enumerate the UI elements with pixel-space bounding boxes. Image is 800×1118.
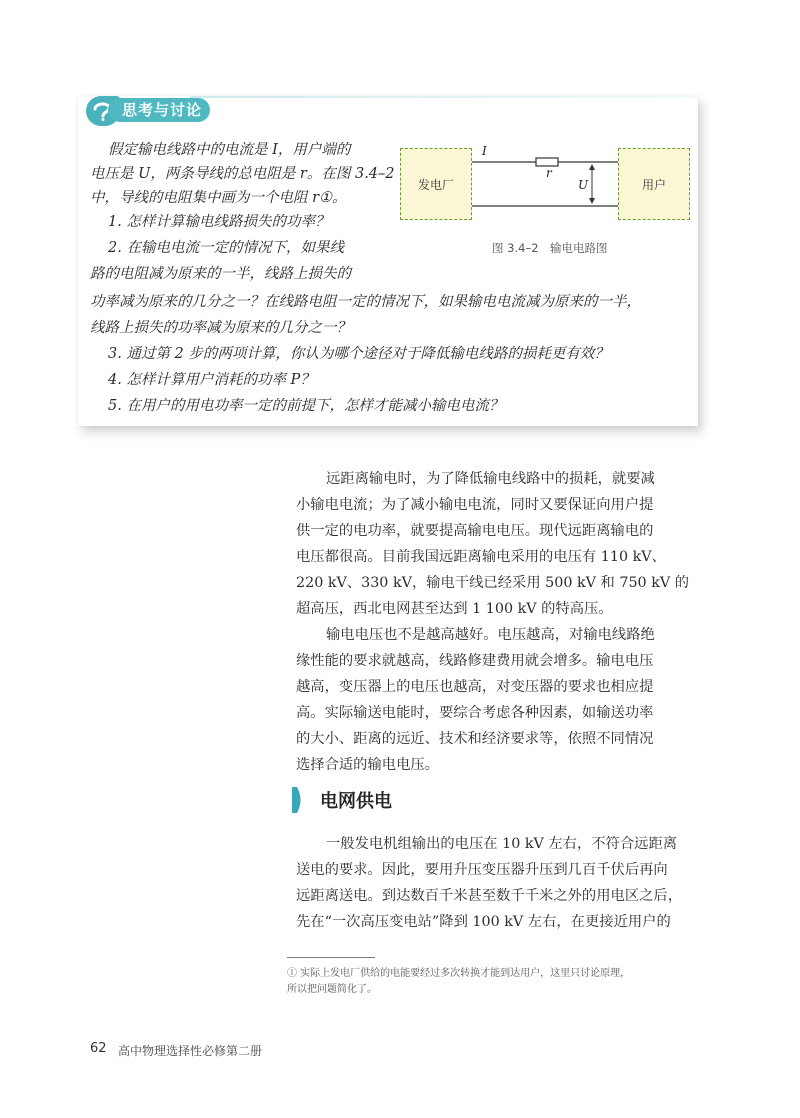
discussion-line: 线路上损失的功率减为原来的几分之一？ xyxy=(90,320,351,336)
discussion-line: 假定输电线路中的电流是 I，用户端的 xyxy=(108,142,351,158)
section-line: 先在“一次高压变电站”降到 100 kV 左右，在更接近用户的 xyxy=(296,914,671,930)
body-line: 高。实际输送电能时，要综合考虑各种因素，如输送功率 xyxy=(296,705,654,721)
footnote-line: ① 实际上发电厂供给的电能要经过多次转换才能到达用户，这里只讨论原理， xyxy=(287,968,631,979)
discussion-line: 路的电阻减为原来的一半，线路上损失的 xyxy=(90,266,351,282)
resistor-label: r xyxy=(546,166,552,180)
section-title: 电网供电 xyxy=(320,791,392,812)
page-number: 62 xyxy=(90,1041,107,1056)
current-label: I xyxy=(482,144,487,158)
discussion-title: 思考与讨论 xyxy=(108,98,210,122)
resistor-icon xyxy=(536,158,558,166)
discussion-line: 中，导线的电阻集中画为一个电阻 r①。 xyxy=(90,190,347,206)
discussion-question: 4. 怎样计算用户消耗的功率 P？ xyxy=(108,372,315,388)
body-line: 输电电压也不是越高越好。电压越高，对输电线路绝 xyxy=(326,627,655,643)
body-line: 越高，变压器上的电压也越高，对变压器的要求也相应提 xyxy=(296,679,654,695)
body-line: 远距离输电时，为了降低输电线路中的损耗，就要减 xyxy=(326,471,655,487)
body-line: 选择合适的输电电压。 xyxy=(296,757,439,773)
discussion-question: 3. 通过第 2 步的两项计算，你认为哪个途径对于降低输电线路的损耗更有效？ xyxy=(108,346,609,362)
body-line: 供一定的电功率，就要提高输电电压。现代远距离输电的 xyxy=(296,523,654,539)
body-line: 小输电电流；为了减小输电电流，同时又要保证向用户提 xyxy=(296,497,654,513)
discussion-question: 1. 怎样计算输电线路损失的功率？ xyxy=(108,214,330,230)
consumer-box: 用户 xyxy=(618,148,690,220)
footnote-line: 所以把问题简化了。 xyxy=(287,984,377,995)
power-plant-box: 发电厂 xyxy=(400,148,472,220)
body-line: 的大小、距离的远近、技术和经济要求等，依照不同情况 xyxy=(296,731,654,747)
section-line: 一般发电机组输出的电压在 10 kV 左右，不符合远距离 xyxy=(326,836,678,852)
section-line: 送电的要求。因此，要用升压变压器升压到几百千伏后再向 xyxy=(296,862,668,878)
discussion-question: 5. 在用户的用电功率一定的前提下，怎样才能减小输电电流？ xyxy=(108,398,504,414)
figure-caption: 图 3.4–2 输电电路图 xyxy=(492,241,608,255)
section-line: 远距离送电。到达数百千米甚至数千千米之外的用电区之后， xyxy=(296,888,683,904)
body-line: 缘性能的要求就越高，线路修建费用就会增多。输电电压 xyxy=(296,653,654,669)
section-marker-icon xyxy=(292,787,304,813)
body-line: 电压都很高。目前我国远距离输电采用的电压有 110 kV、 xyxy=(296,549,666,565)
discussion-top-rule xyxy=(190,96,698,98)
discussion-line: 功率减为原来的几分之一？在线路电阻一定的情况下，如果输电电流减为原来的一半， xyxy=(90,294,641,310)
voltage-label: U xyxy=(578,178,589,192)
body-line: 超高压，西北电网甚至达到 1 100 kV 的特高压。 xyxy=(296,601,613,617)
body-line: 220 kV、330 kV，输电干线已经采用 500 kV 和 750 kV 的 xyxy=(296,575,690,591)
footnote-rule xyxy=(287,957,375,958)
discussion-question: 2. 在输电电流一定的情况下，如果线 xyxy=(108,240,344,256)
circuit-figure xyxy=(400,140,690,230)
discussion-line: 电压是 U，两条导线的总电阻是 r。在图 3.4–2 xyxy=(90,166,395,182)
book-title: 高中物理选择性必修第二册 xyxy=(118,1044,263,1058)
discussion-header xyxy=(86,92,216,128)
